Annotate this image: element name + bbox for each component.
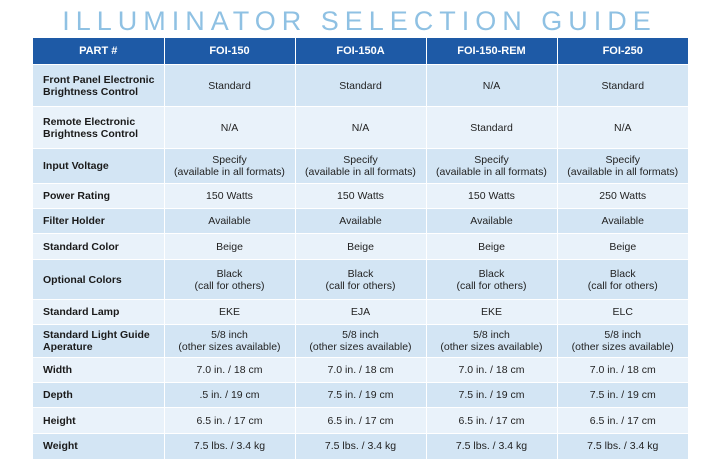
row-label: Standard Lamp (33, 300, 164, 325)
table-row (33, 408, 688, 434)
cell-note: (available in all formats) (567, 166, 679, 178)
cell-value: Beige (609, 240, 637, 253)
cell-note: (call for others) (456, 279, 527, 292)
row-label: Width (33, 358, 164, 383)
cell-value: Black (478, 267, 505, 280)
table-row (33, 358, 688, 383)
table-cell (426, 234, 557, 260)
cell-note: (other sizes available) (309, 341, 412, 353)
table-cell (164, 383, 295, 408)
cell-value: Black (609, 267, 636, 280)
table-cell (426, 107, 557, 149)
cell-value: 5/8 inch (604, 329, 642, 341)
table-cell (557, 260, 688, 300)
row-label: Optional Colors (33, 260, 164, 300)
table-cell (164, 107, 295, 149)
table-cell (557, 300, 688, 325)
row-label: Standard Light Guide Aperature (33, 325, 164, 358)
table-cell (164, 209, 295, 234)
row-label: Input Voltage (33, 149, 164, 184)
cell-value: 150 Watts (337, 190, 384, 202)
table-cell (557, 65, 688, 107)
table-cell (426, 209, 557, 234)
table-cell (557, 325, 688, 358)
table-cell (164, 358, 295, 383)
table-cell (557, 184, 688, 209)
cell-note: (call for others) (194, 279, 265, 292)
table-row (33, 434, 688, 459)
cell-note: (call for others) (587, 279, 658, 292)
row-label: Depth (33, 383, 164, 408)
table-row (33, 65, 688, 107)
cell-note: (available in all formats) (305, 166, 416, 178)
row-label: Power Rating (33, 184, 164, 209)
table-row (33, 107, 688, 149)
table-cell (295, 300, 426, 325)
cell-value: Standard (339, 79, 382, 92)
table-row (33, 260, 688, 300)
table-row (33, 184, 688, 209)
cell-value: Standard (208, 79, 251, 92)
table-cell (295, 383, 426, 408)
cell-value: 5/8 inch (473, 329, 510, 341)
cell-value: Black (216, 267, 243, 280)
table-cell (295, 434, 426, 459)
table-cell (426, 65, 557, 107)
table-cell (295, 149, 426, 184)
header-foi-150a: FOI-150A (295, 38, 426, 65)
table-cell (557, 383, 688, 408)
cell-value: Available (208, 215, 251, 227)
header-foi-150: FOI-150 (164, 38, 295, 65)
row-label: Standard Color (33, 234, 164, 260)
cell-value: 7.5 in. / 19 cm (327, 389, 394, 401)
row-label: Height (33, 408, 164, 434)
cell-value: 6.5 in. / 17 cm (458, 414, 525, 427)
cell-value: Available (339, 215, 382, 227)
row-label: Filter Holder (33, 209, 164, 234)
cell-value: N/A (351, 121, 370, 134)
table-row (33, 300, 688, 325)
table-cell (426, 325, 557, 358)
table-row (33, 383, 688, 408)
cell-value: ELC (612, 306, 633, 318)
cell-value: Black (347, 267, 374, 280)
cell-note: (call for others) (325, 279, 396, 292)
cell-value: 7.5 lbs. / 3.4 kg (587, 440, 659, 453)
selection-guide-table (33, 38, 688, 459)
table-cell (164, 260, 295, 300)
cell-value: EKE (480, 306, 502, 318)
cell-value: 5/8 inch (342, 329, 379, 341)
table-cell (295, 209, 426, 234)
cell-value: 7.5 lbs. / 3.4 kg (193, 440, 266, 453)
cell-value: 7.5 in. / 19 cm (589, 389, 656, 401)
cell-value: Specify (605, 154, 640, 166)
cell-value: 6.5 in. / 17 cm (196, 414, 263, 427)
table-cell (426, 408, 557, 434)
cell-value: Beige (216, 240, 243, 253)
cell-value: Beige (347, 240, 374, 253)
cell-value: Standard (601, 79, 645, 92)
cell-value: 7.0 in. / 18 cm (458, 364, 525, 376)
cell-value: 7.0 in. / 18 cm (327, 364, 394, 376)
table-header-row (33, 38, 688, 65)
table-cell (164, 149, 295, 184)
table-cell (557, 434, 688, 459)
table-cell (164, 300, 295, 325)
table-row (33, 149, 688, 184)
page-title: ILLUMINATOR SELECTION GUIDE (62, 6, 657, 36)
cell-note: (available in all formats) (436, 166, 547, 178)
table-cell (426, 149, 557, 184)
table-cell (164, 65, 295, 107)
table-cell (426, 434, 557, 459)
header-foi-250: FOI-250 (557, 38, 688, 65)
table-cell (295, 107, 426, 149)
cell-value: N/A (482, 79, 501, 92)
table-cell (295, 358, 426, 383)
table-row (33, 234, 688, 260)
cell-value: Specify (212, 154, 247, 166)
table-cell (295, 184, 426, 209)
header-part: PART # (33, 38, 164, 65)
cell-value: Available (470, 215, 513, 227)
table-cell (426, 383, 557, 408)
cell-value: EJA (350, 306, 371, 318)
table-cell (164, 408, 295, 434)
cell-value: 7.5 lbs. / 3.4 kg (455, 440, 528, 453)
table-cell (295, 260, 426, 300)
table-cell (557, 107, 688, 149)
table-cell (426, 300, 557, 325)
cell-value: 250 Watts (599, 190, 647, 202)
cell-value: N/A (613, 121, 632, 134)
cell-value: Available (601, 215, 644, 227)
table-cell (164, 434, 295, 459)
cell-value: 7.0 in. / 18 cm (589, 364, 656, 376)
cell-value: 6.5 in. / 17 cm (327, 414, 394, 427)
cell-value: 7.5 in. / 19 cm (458, 389, 525, 401)
table-cell (295, 408, 426, 434)
cell-value: 150 Watts (468, 190, 515, 202)
table-cell (557, 408, 688, 434)
row-label: Weight (33, 434, 164, 459)
table-row (33, 325, 688, 358)
cell-value: Standard (470, 121, 513, 134)
row-label: Front Panel Electronic Brightness Control (33, 65, 164, 107)
table-cell (557, 149, 688, 184)
cell-value: Beige (478, 240, 505, 253)
header-foi-150-rem: FOI-150-REM (426, 38, 557, 65)
table-cell (164, 325, 295, 358)
table-cell (557, 234, 688, 260)
cell-value: 7.5 lbs. / 3.4 kg (324, 440, 397, 453)
table-row (33, 209, 688, 234)
table-cell (557, 209, 688, 234)
cell-value: 7.0 in. / 18 cm (196, 364, 263, 376)
cell-value: EKE (218, 306, 240, 318)
cell-value: N/A (220, 121, 239, 134)
table-cell (557, 358, 688, 383)
cell-value: Specify (474, 154, 509, 166)
cell-value: Specify (343, 154, 378, 166)
cell-note: (available in all formats) (174, 166, 285, 178)
cell-value: 150 Watts (206, 190, 253, 202)
row-label: Remote Electronic Brightness Control (33, 107, 164, 149)
table-cell (164, 184, 295, 209)
table-body (33, 65, 688, 459)
table-cell (164, 234, 295, 260)
cell-value: 6.5 in. / 17 cm (589, 414, 656, 427)
cell-value: .5 in. / 19 cm (199, 389, 260, 401)
cell-note: (other sizes available) (178, 341, 281, 353)
cell-note: (other sizes available) (440, 341, 543, 353)
table-cell (295, 234, 426, 260)
table-cell (426, 358, 557, 383)
table-cell (426, 260, 557, 300)
table-cell (295, 65, 426, 107)
table-cell (426, 184, 557, 209)
cell-value: 5/8 inch (211, 329, 248, 341)
table-cell (295, 325, 426, 358)
cell-note: (other sizes available) (571, 341, 674, 353)
